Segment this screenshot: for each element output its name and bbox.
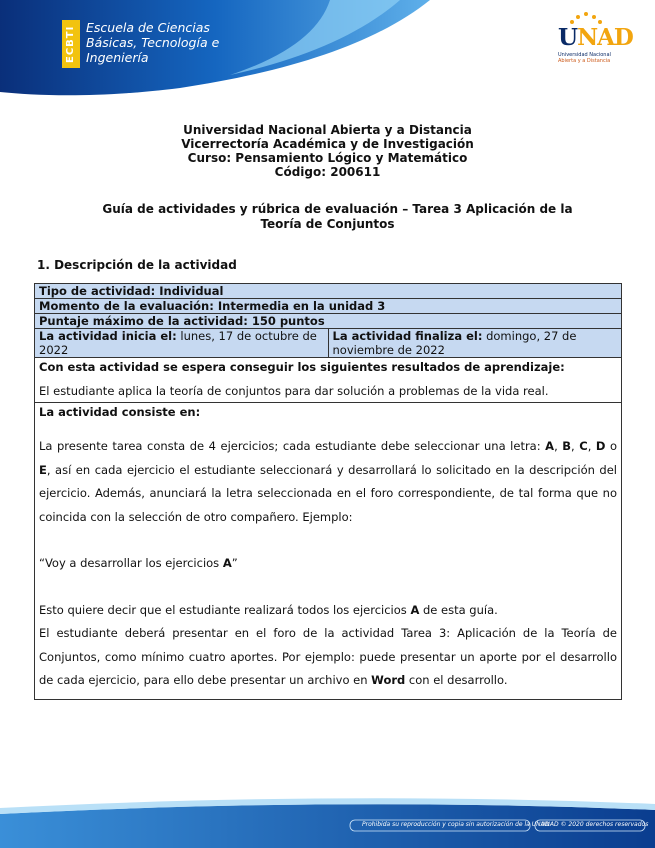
activity-consists-heading: La actividad consiste en: — [39, 405, 201, 419]
submission-paragraph: El estudiante deberá presentar en el foro de la actividad Tarea 3: Aplicación de la Teoría de Conjuntos, como mínimo cuatro aportes. Por ejemplo: puede presentar un aporte por el desarrollo de cada ejercicio, para ello debe presentar un archivo en Word con el desarrollo. — [39, 626, 617, 687]
unad-wordmark: UNAD — [558, 24, 633, 51]
activity-table — [34, 283, 622, 700]
university-name: Universidad Nacional Abierta y a Distancia — [183, 123, 472, 137]
meaning-paragraph: Esto quiere decir que el estudiante realizará todos los ejercicios A de esta guía. — [39, 602, 498, 617]
course-code: Código: 200611 — [274, 165, 381, 179]
ecbti-badge: ECBTI — [62, 20, 80, 68]
dates-row — [35, 329, 621, 358]
rights-notice: UNAD © 2020 derechos reservados — [541, 821, 649, 828]
end-date-cell: La actividad finaliza el: domingo, 27 de noviembre de 2022 — [332, 329, 577, 357]
school-name: Escuela de Ciencias Básicas, Tecnología e Ingeniería — [86, 20, 220, 65]
activity-type-row: Tipo de actividad: Individual — [35, 284, 621, 299]
learning-outcome-text: El estudiante aplica la teoría de conjuntos para dar solución a problemas de la vida real. — [39, 384, 549, 398]
learning-outcomes-heading: Con esta actividad se espera conseguir los siguientes resultados de aprendizaje: — [39, 360, 565, 374]
start-date-cell: La actividad inicia el: lunes, 17 de octubre de 2022 — [35, 329, 329, 357]
example-quote: “Voy a desarrollar los ejercicios A” — [39, 556, 238, 570]
unad-logo — [558, 12, 634, 74]
evaluation-moment-row: Momento de la evaluación: Intermedia en la unidad 3 — [35, 299, 621, 314]
max-score-row: Puntaje máximo de la actividad: 150 puntos — [35, 314, 621, 329]
activity-description-cell — [35, 403, 621, 699]
title-block — [0, 123, 655, 179]
unad-subtitle: Universidad Nacional Abierta y a Distancia — [558, 52, 611, 64]
course-name: Curso: Pensamiento Lógico y Matemático — [187, 151, 468, 165]
copyright-notice: Prohibida su reproducción y copia sin autorización de la UNAD. — [362, 821, 552, 828]
instructions-paragraph: La presente tarea consta de 4 ejercicios; cada estudiante debe seleccionar una letra: A, B, C, D o E, así en cada ejercicio el estudiante seleccionará y desarrollará lo solicitado en la descripción del ejercicio. Además, anunciará la letra seleccionada en el foro correspondiente, de tal forma que no coincida con la selección de otro compañero. Ejemplo: — [39, 439, 618, 524]
guide-title: Guía de actividades y rúbrica de evaluación – Tarea 3 Aplicación de la Teoría de Conjuntos — [102, 202, 573, 231]
header-banner — [0, 0, 655, 100]
vicerrectoria: Vicerrectoría Académica y de Investigación — [181, 137, 474, 151]
section-heading: 1. Descripción de la actividad — [37, 258, 237, 272]
footer-banner — [0, 796, 655, 848]
learning-outcomes-cell — [35, 358, 621, 403]
